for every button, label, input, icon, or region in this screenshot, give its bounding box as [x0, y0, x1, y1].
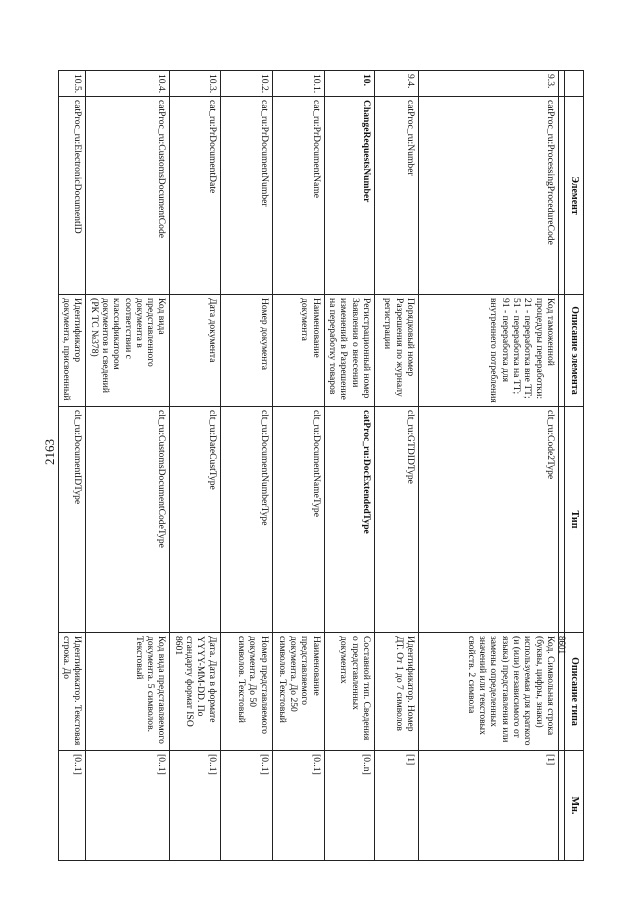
row-num: 9.3. — [419, 71, 559, 97]
row-type: clt_ru:Code2Type — [419, 407, 559, 633]
row-type: clt_ru:DateCustType — [170, 407, 220, 633]
row-element: ChangeRequestsNumber — [324, 97, 374, 295]
table-row — [272, 71, 324, 861]
table-row — [58, 71, 86, 861]
row-mult: [0..1] — [220, 751, 272, 861]
table-row — [324, 71, 374, 861]
marker-row — [559, 71, 565, 861]
row-element: cat_ru:PrDocumentNumber — [220, 97, 272, 295]
row-elem-desc: Идентификатор документа, присвоенный — [58, 295, 86, 407]
row-element: cat_ru:PrDocumentName — [272, 97, 324, 295]
header-type: Тип — [565, 407, 584, 633]
row-elem-desc: Порядковый номер Разрешения по журналу регистрации — [375, 295, 419, 407]
row-num: 10.4. — [86, 71, 170, 97]
header-elem-desc: Описание элемента — [565, 295, 584, 407]
header-type-desc: Описание типа — [565, 633, 584, 751]
table-row — [375, 71, 419, 861]
header-row — [565, 71, 584, 861]
row-type-desc: Наименование представляемого документа. До 250 символов. Текстовый — [272, 633, 324, 751]
row-element: cat_ru:PrDocumentDate — [170, 97, 220, 295]
table-row — [86, 71, 170, 861]
row-mult: [0..n] — [324, 751, 374, 861]
marker-cell-type-desc: 8601 — [559, 633, 565, 751]
row-elem-desc: Код вида представленного документа в соответствии с классификатором документов и сведений (РК ТС №378) — [86, 295, 170, 407]
row-mult: [0..1] — [58, 751, 86, 861]
row-type-desc: Код. Символьная строка (буквы, цифры, знаки) используемая для краткого (и (или) независимого от языка) представления или замены определенных значений или текстовых свойств. 2 символа — [419, 633, 559, 751]
row-elem-desc: Номер документа — [220, 295, 272, 407]
row-mult: [0..1] — [170, 751, 220, 861]
row-elem-desc: Код таможенной процедуры переработки: 21 - переработка вне ТТ; 51 - переработка на ТТ; 91 - переработка для внутреннего потребления — [419, 295, 559, 407]
row-element: catProc_ru:ProcessingProcedureCode — [419, 97, 559, 295]
row-type-desc: Идентификатор. Номер ДТ. От 1 до 7 символов — [375, 633, 419, 751]
page-number: 2163 — [42, 439, 57, 465]
row-type-desc: Дата. Дата в формате YYYY-MM-DD. По стандарту формат ISO 8601 — [170, 633, 220, 751]
row-type: clt_ru:CustomsDocumentCodeType — [86, 407, 170, 633]
row-num: 10.5. — [58, 71, 86, 97]
row-elem-desc: Регистрационный номер Заявления о внесении изменений в Разрешение на переработку товаров — [324, 295, 374, 407]
table-row — [220, 71, 272, 861]
row-type: catProc_ru:DocExtendedType — [324, 407, 374, 633]
spec-table — [58, 70, 584, 861]
row-mult: [0..1] — [86, 751, 170, 861]
marker-cell — [559, 97, 565, 295]
marker-cell — [559, 71, 565, 97]
row-type-desc: Номер представляемого документа. До 50 символов. Текстовый — [220, 633, 272, 751]
row-type: clt_ru:DocumentNumberType — [220, 407, 272, 633]
row-num: 10.2. — [220, 71, 272, 97]
marker-cell — [559, 751, 565, 861]
row-type-desc: Код вида представляемого документа. 5 символов. Текстовый — [86, 633, 170, 751]
row-num: 9.4. — [375, 71, 419, 97]
header-mult: Мн. — [565, 751, 584, 861]
row-element: catProc_ru:Number — [375, 97, 419, 295]
row-elem-desc: Наименование документа — [272, 295, 324, 407]
row-num: 10.3. — [170, 71, 220, 97]
row-mult: [1] — [419, 751, 559, 861]
row-type-desc: Идентификатор. Текстовая строка. До — [58, 633, 86, 751]
table-row — [419, 71, 559, 861]
row-num: 10. — [324, 71, 374, 97]
row-type: clt_ru:GTDIDType — [375, 407, 419, 633]
rotated-page — [61, 70, 584, 860]
row-mult: [0..1] — [272, 751, 324, 861]
row-type: clt_ru:DocumentNameType — [272, 407, 324, 633]
row-elem-desc: Дата документа — [170, 295, 220, 407]
marker-cell — [559, 407, 565, 633]
row-type: clt_ru:DocumentIDType — [58, 407, 86, 633]
row-num: 10.1. — [272, 71, 324, 97]
table-row — [170, 71, 220, 861]
header-element: Элемент — [565, 97, 584, 295]
row-type-desc: Составной тип. Сведения о представленных документах — [324, 633, 374, 751]
row-mult: [1] — [375, 751, 419, 861]
row-element: catProc_ru:ElectronicDocumentID — [58, 97, 86, 295]
marker-cell — [559, 295, 565, 407]
row-element: catProc_ru:CustomsDocumentCode — [86, 97, 170, 295]
header-num — [565, 71, 584, 97]
